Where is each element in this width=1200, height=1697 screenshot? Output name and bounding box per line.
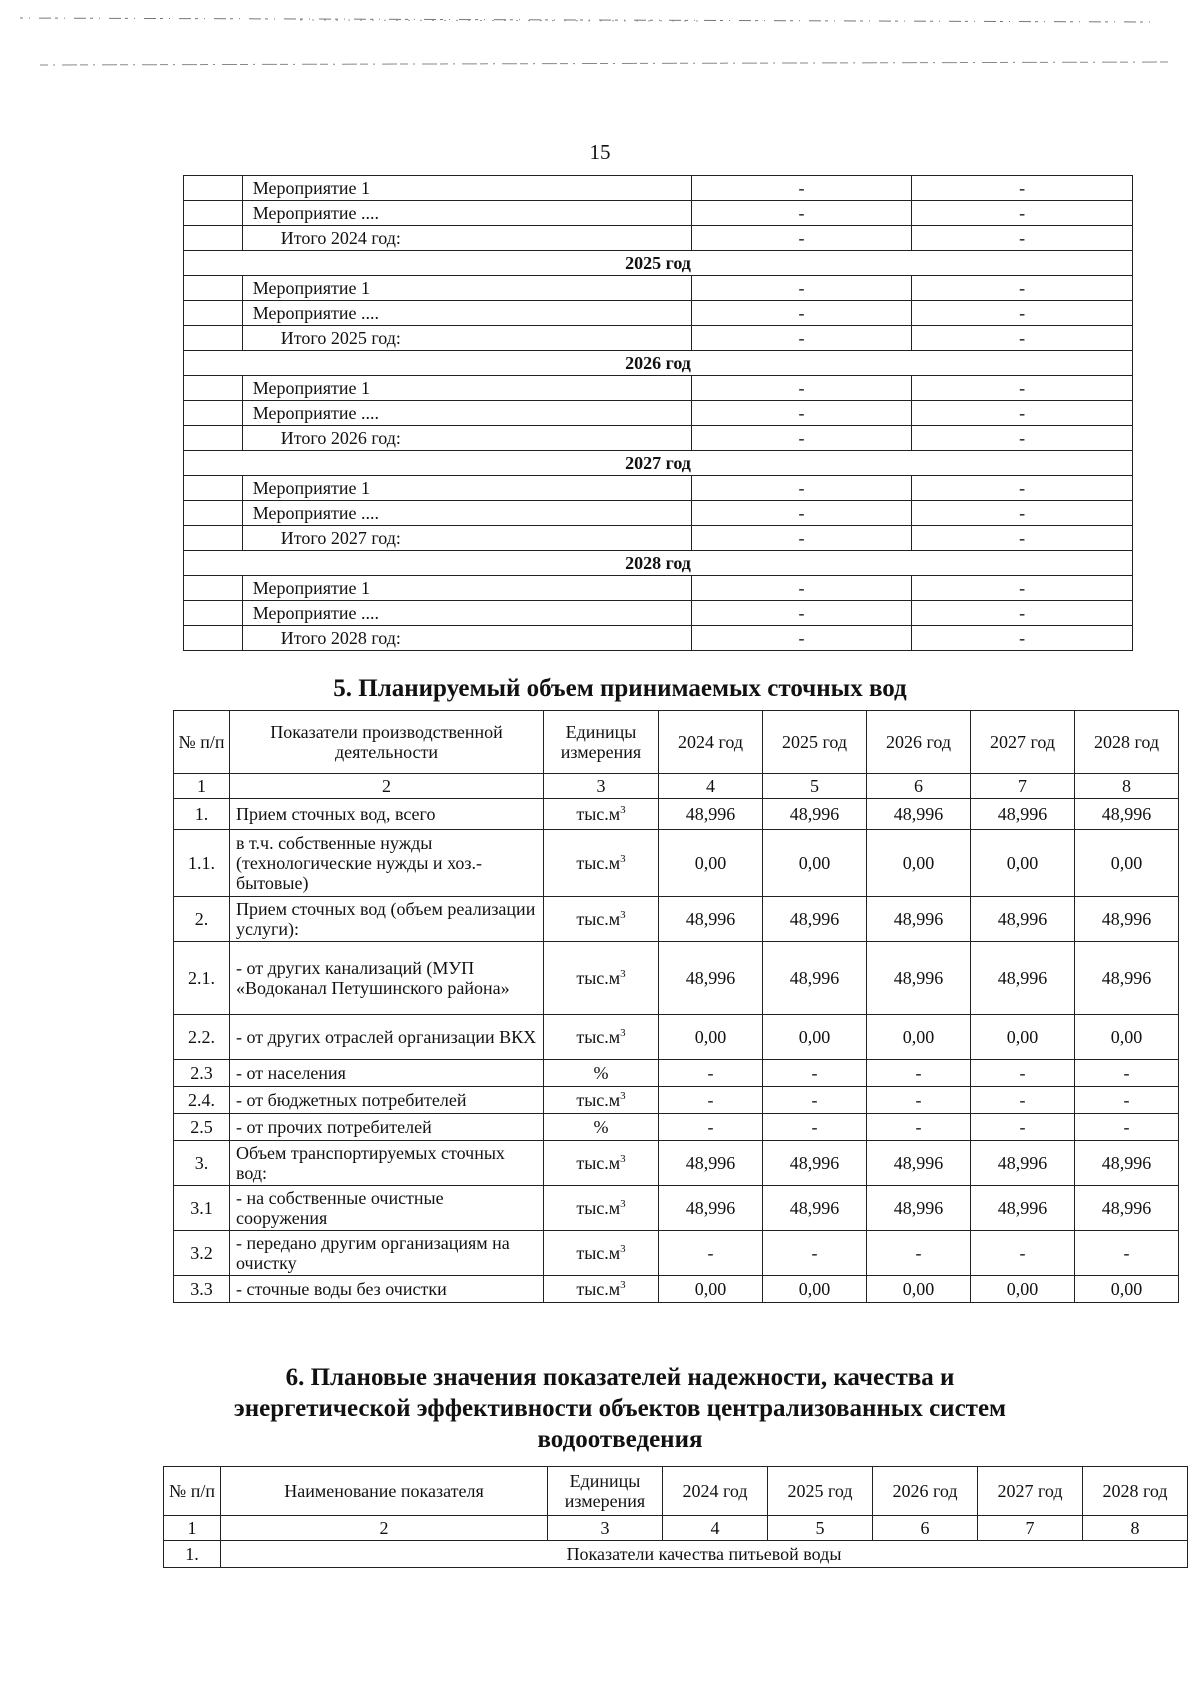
row-value: 48,996 xyxy=(659,799,763,830)
row-unit xyxy=(544,942,659,1015)
row-value: 48,996 xyxy=(763,897,867,942)
activity-label: Мероприятие .... xyxy=(242,201,691,226)
row-value: - xyxy=(691,501,912,526)
total-label: Итого 2025 год: xyxy=(242,326,691,351)
row-value: - xyxy=(659,1087,763,1114)
unit-text: тыс.м xyxy=(576,1279,621,1299)
row-value: - xyxy=(912,426,1133,451)
row-value: 0,00 xyxy=(1075,830,1179,897)
row-unit xyxy=(544,1060,659,1087)
header-cell: Единицы измерения xyxy=(548,1467,663,1516)
header-cell: 2028 год xyxy=(1083,1467,1188,1516)
row-index xyxy=(184,476,243,501)
column-number-row xyxy=(164,1516,1188,1541)
row-value: 0,00 xyxy=(867,1276,971,1303)
row-index xyxy=(184,626,243,651)
row-value: - xyxy=(691,326,912,351)
table-row xyxy=(184,601,1133,626)
unit-exponent: 3 xyxy=(620,1153,626,1165)
unit-text: тыс.м xyxy=(576,853,621,873)
header-cell: 2025 год xyxy=(768,1467,873,1516)
activity-label: Мероприятие .... xyxy=(242,601,691,626)
row-index xyxy=(184,401,243,426)
row-value: - xyxy=(763,1114,867,1141)
row-value: - xyxy=(691,276,912,301)
table-row xyxy=(184,426,1133,451)
table-row xyxy=(174,1114,1179,1141)
row-value: - xyxy=(912,601,1133,626)
row-number: 3.2 xyxy=(174,1231,230,1276)
row-number: 3.3 xyxy=(174,1276,230,1303)
table-row xyxy=(174,1276,1179,1303)
row-label: - от других канализаций (МУП «Водоканал Петушинского района» xyxy=(230,942,544,1015)
row-value: - xyxy=(912,326,1133,351)
year-label: 2027 год xyxy=(184,451,1133,476)
row-number: 3. xyxy=(174,1141,230,1186)
row-number: 2.5 xyxy=(174,1114,230,1141)
row-value: - xyxy=(691,576,912,601)
row-value: 0,00 xyxy=(763,1015,867,1060)
unit-exponent: 3 xyxy=(620,909,626,921)
row-value: 48,996 xyxy=(971,1141,1075,1186)
page-number: 15 xyxy=(589,140,611,164)
column-number: 2 xyxy=(221,1516,548,1541)
row-index xyxy=(184,326,243,351)
section-6-title xyxy=(160,1362,1080,1455)
row-value: 0,00 xyxy=(659,1015,763,1060)
table-row xyxy=(184,226,1133,251)
row-index xyxy=(184,376,243,401)
row-unit xyxy=(544,1015,659,1060)
year-label: 2026 год xyxy=(184,351,1133,376)
row-value: 48,996 xyxy=(971,942,1075,1015)
row-value: - xyxy=(1075,1114,1179,1141)
unit-text: тыс.м xyxy=(576,1153,621,1173)
row-value: 48,996 xyxy=(971,799,1075,830)
column-number-row xyxy=(174,774,1179,799)
column-number: 1 xyxy=(174,774,230,799)
row-label: Прием сточных вод (объем реализации услуги): xyxy=(230,897,544,942)
table-row xyxy=(184,626,1133,651)
row-value: 48,996 xyxy=(1075,799,1179,830)
unit-text: тыс.м xyxy=(576,804,621,824)
row-label: Прием сточных вод, всего xyxy=(230,799,544,830)
activity-label: Мероприятие 1 xyxy=(242,476,691,501)
header-cell: 2024 год xyxy=(663,1467,768,1516)
row-value: - xyxy=(912,176,1133,201)
total-label: Итого 2028 год: xyxy=(242,626,691,651)
row-number: 2. xyxy=(174,897,230,942)
row-unit xyxy=(544,799,659,830)
row-value: 48,996 xyxy=(971,1186,1075,1231)
column-number: 5 xyxy=(768,1516,873,1541)
row-index xyxy=(184,201,243,226)
table-row xyxy=(174,1060,1179,1087)
row-value: - xyxy=(912,226,1133,251)
row-unit xyxy=(544,1087,659,1114)
header-cell: 2026 год xyxy=(867,711,971,774)
table-row xyxy=(174,1186,1179,1231)
activity-label: Мероприятие 1 xyxy=(242,376,691,401)
unit-exponent: 3 xyxy=(620,1279,626,1291)
unit-text: тыс.м xyxy=(576,1243,621,1263)
header-cell: 2027 год xyxy=(978,1467,1083,1516)
row-value: 48,996 xyxy=(763,1141,867,1186)
row-index xyxy=(184,176,243,201)
row-unit xyxy=(544,1231,659,1276)
table-row xyxy=(174,1141,1179,1186)
activity-label: Мероприятие .... xyxy=(242,301,691,326)
row-value: - xyxy=(1075,1231,1179,1276)
table-row xyxy=(184,201,1133,226)
row-value: - xyxy=(1075,1060,1179,1087)
unit-exponent: 3 xyxy=(620,1090,626,1102)
total-label: Итого 2026 год: xyxy=(242,426,691,451)
unit-exponent: 3 xyxy=(620,968,626,980)
row-value: - xyxy=(691,226,912,251)
section-5-title: 5. Планируемый объем принимаемых сточных вод xyxy=(333,675,907,702)
header-cell: 2024 год xyxy=(659,711,763,774)
year-label: 2025 год xyxy=(184,251,1133,276)
table-row xyxy=(184,476,1133,501)
header-cell: Показатели производственной деятельности xyxy=(230,711,544,774)
row-number: 1. xyxy=(164,1541,221,1568)
table-row xyxy=(174,897,1179,942)
year-header-row xyxy=(184,351,1133,376)
row-value: 0,00 xyxy=(659,830,763,897)
table-row xyxy=(184,376,1133,401)
row-value: - xyxy=(912,476,1133,501)
year-label: 2028 год xyxy=(184,551,1133,576)
unit-exponent: 3 xyxy=(620,1027,626,1039)
row-index xyxy=(184,501,243,526)
row-label: - на собственные очистные сооружения xyxy=(230,1186,544,1231)
row-value: - xyxy=(691,176,912,201)
row-label: Объем транспортируемых сточных вод: xyxy=(230,1141,544,1186)
row-number: 2.4. xyxy=(174,1087,230,1114)
row-value: 48,996 xyxy=(867,1186,971,1231)
column-number: 3 xyxy=(548,1516,663,1541)
column-number: 4 xyxy=(663,1516,768,1541)
column-number: 1 xyxy=(164,1516,221,1541)
header-cell: Наименование показателя xyxy=(221,1467,548,1516)
row-label: - сточные воды без очистки xyxy=(230,1276,544,1303)
row-label: - от прочих потребителей xyxy=(230,1114,544,1141)
unit-text: тыс.м xyxy=(576,968,621,988)
row-value: - xyxy=(912,401,1133,426)
section-6-title-line: 6. Плановые значения показателей надежности, качества и xyxy=(285,1364,955,1391)
row-value: 0,00 xyxy=(1075,1015,1179,1060)
row-number: 1.1. xyxy=(174,830,230,897)
row-value: - xyxy=(971,1114,1075,1141)
row-number: 3.1 xyxy=(174,1186,230,1231)
header-cell: Единицы измерения xyxy=(544,711,659,774)
unit-exponent: 3 xyxy=(620,853,626,865)
unit-text: тыс.м xyxy=(576,909,621,929)
row-value: 0,00 xyxy=(763,1276,867,1303)
row-value: - xyxy=(912,276,1133,301)
table-row xyxy=(184,326,1133,351)
row-index xyxy=(184,226,243,251)
column-number: 3 xyxy=(544,774,659,799)
table-row xyxy=(184,501,1133,526)
row-number: 2.3 xyxy=(174,1060,230,1087)
header-cell: 2025 год xyxy=(763,711,867,774)
activity-label: Мероприятие .... xyxy=(242,401,691,426)
row-value: - xyxy=(659,1114,763,1141)
year-header-row xyxy=(184,251,1133,276)
row-index xyxy=(184,426,243,451)
row-value: - xyxy=(691,626,912,651)
row-value: 48,996 xyxy=(867,897,971,942)
row-label: - от бюджетных потребителей xyxy=(230,1087,544,1114)
header-cell: 2028 год xyxy=(1075,711,1179,774)
column-number: 6 xyxy=(873,1516,978,1541)
row-unit xyxy=(544,830,659,897)
row-value: 48,996 xyxy=(763,942,867,1015)
activity-label: Мероприятие .... xyxy=(242,501,691,526)
table-header-row xyxy=(164,1467,1188,1516)
activities-table-body xyxy=(184,176,1133,651)
row-value: 0,00 xyxy=(867,1015,971,1060)
row-value: 48,996 xyxy=(1075,1141,1179,1186)
unit-text: тыс.м xyxy=(576,1090,621,1110)
header-cell: 2026 год xyxy=(873,1467,978,1516)
row-value: - xyxy=(867,1114,971,1141)
row-value: - xyxy=(691,526,912,551)
unit-text: тыс.м xyxy=(576,1027,621,1047)
row-value: - xyxy=(763,1087,867,1114)
row-value: 0,00 xyxy=(1075,1276,1179,1303)
row-value: - xyxy=(971,1231,1075,1276)
row-value: - xyxy=(912,501,1133,526)
row-value: - xyxy=(691,401,912,426)
header-cell: 2027 год xyxy=(971,711,1075,774)
unit-text: % xyxy=(593,1063,609,1083)
row-value: - xyxy=(912,626,1133,651)
row-index xyxy=(184,576,243,601)
activity-label: Мероприятие 1 xyxy=(242,176,691,201)
total-label: Итого 2027 год: xyxy=(242,526,691,551)
row-value: 48,996 xyxy=(659,897,763,942)
row-value: 48,996 xyxy=(659,1186,763,1231)
row-value: - xyxy=(1075,1087,1179,1114)
row-value: - xyxy=(912,576,1133,601)
row-value: - xyxy=(691,201,912,226)
row-value: 48,996 xyxy=(763,1186,867,1231)
wastewater-volume-table-body xyxy=(174,799,1179,1303)
row-value: - xyxy=(912,201,1133,226)
row-value: 0,00 xyxy=(971,830,1075,897)
row-value: - xyxy=(691,301,912,326)
column-number: 7 xyxy=(971,774,1075,799)
row-value: - xyxy=(691,426,912,451)
row-value: 0,00 xyxy=(763,830,867,897)
row-label: - от других отраслей организации ВКХ xyxy=(230,1015,544,1060)
row-index xyxy=(184,601,243,626)
table-row xyxy=(174,799,1179,830)
row-value: 48,996 xyxy=(1075,942,1179,1015)
unit-exponent: 3 xyxy=(620,804,626,816)
row-number: 2.1. xyxy=(174,942,230,1015)
table-row xyxy=(164,1541,1188,1568)
row-label: Показатели качества питьевой воды xyxy=(221,1541,1188,1568)
activity-label: Мероприятие 1 xyxy=(242,576,691,601)
column-number: 8 xyxy=(1083,1516,1188,1541)
row-unit xyxy=(544,1186,659,1231)
table-row xyxy=(174,1087,1179,1114)
row-value: 0,00 xyxy=(867,830,971,897)
unit-exponent: 3 xyxy=(620,1198,626,1210)
row-value: 48,996 xyxy=(1075,1186,1179,1231)
row-value: - xyxy=(867,1087,971,1114)
row-value: - xyxy=(763,1231,867,1276)
column-number: 6 xyxy=(867,774,971,799)
row-value: - xyxy=(691,601,912,626)
header-cell: № п/п xyxy=(164,1467,221,1516)
row-unit xyxy=(544,1114,659,1141)
row-value: 48,996 xyxy=(867,799,971,830)
row-label: - от населения xyxy=(230,1060,544,1087)
row-value: 48,996 xyxy=(1075,897,1179,942)
row-index xyxy=(184,526,243,551)
table-row xyxy=(174,942,1179,1015)
row-unit xyxy=(544,1276,659,1303)
row-value: - xyxy=(867,1060,971,1087)
row-label: в т.ч. собственные нужды (технологические нужды и хоз.-бытовые) xyxy=(230,830,544,897)
row-value: 0,00 xyxy=(659,1276,763,1303)
activity-label: Мероприятие 1 xyxy=(242,276,691,301)
row-value: - xyxy=(659,1231,763,1276)
row-value: 0,00 xyxy=(971,1015,1075,1060)
header-cell: № п/п xyxy=(174,711,230,774)
row-value: 48,996 xyxy=(867,942,971,1015)
total-label: Итого 2024 год: xyxy=(242,226,691,251)
wastewater-volume-table xyxy=(173,710,1179,1303)
unit-text: тыс.м xyxy=(576,1198,621,1218)
table-row xyxy=(184,576,1133,601)
row-value: - xyxy=(659,1060,763,1087)
row-value: - xyxy=(867,1231,971,1276)
row-value: 0,00 xyxy=(971,1276,1075,1303)
row-value: 48,996 xyxy=(659,942,763,1015)
unit-text: % xyxy=(593,1117,609,1137)
row-index xyxy=(184,276,243,301)
row-value: - xyxy=(971,1060,1075,1087)
column-number: 2 xyxy=(230,774,544,799)
row-index xyxy=(184,301,243,326)
column-number: 8 xyxy=(1075,774,1179,799)
row-number: 1. xyxy=(174,799,230,830)
row-value: 48,996 xyxy=(971,897,1075,942)
row-value: - xyxy=(912,376,1133,401)
table-row xyxy=(184,526,1133,551)
activities-table xyxy=(183,175,1133,651)
row-value: - xyxy=(912,301,1133,326)
table-row xyxy=(184,301,1133,326)
section-6-title-line: водоотведения xyxy=(537,1426,703,1453)
table-row xyxy=(184,176,1133,201)
row-unit xyxy=(544,897,659,942)
row-value: - xyxy=(691,476,912,501)
table-row xyxy=(174,1231,1179,1276)
row-value: - xyxy=(912,526,1133,551)
year-header-row xyxy=(184,451,1133,476)
table-row xyxy=(174,830,1179,897)
row-value: - xyxy=(971,1087,1075,1114)
reliability-indicators-table xyxy=(163,1466,1188,1568)
table-row xyxy=(174,1015,1179,1060)
unit-exponent: 3 xyxy=(620,1243,626,1255)
table-header-row xyxy=(174,711,1179,774)
year-header-row xyxy=(184,551,1133,576)
table-row xyxy=(184,276,1133,301)
row-value: - xyxy=(691,376,912,401)
row-value: 48,996 xyxy=(659,1141,763,1186)
row-unit xyxy=(544,1141,659,1186)
column-number: 4 xyxy=(659,774,763,799)
row-value: 48,996 xyxy=(763,799,867,830)
column-number: 7 xyxy=(978,1516,1083,1541)
scan-noise-artifact xyxy=(0,0,1200,90)
column-number: 5 xyxy=(763,774,867,799)
table-row xyxy=(184,401,1133,426)
section-6-title-line: энергетической эффективности объектов централизованных систем xyxy=(233,1395,1007,1422)
row-number: 2.2. xyxy=(174,1015,230,1060)
row-label: - передано другим организациям на очистку xyxy=(230,1231,544,1276)
row-value: - xyxy=(763,1060,867,1087)
row-value: 48,996 xyxy=(867,1141,971,1186)
